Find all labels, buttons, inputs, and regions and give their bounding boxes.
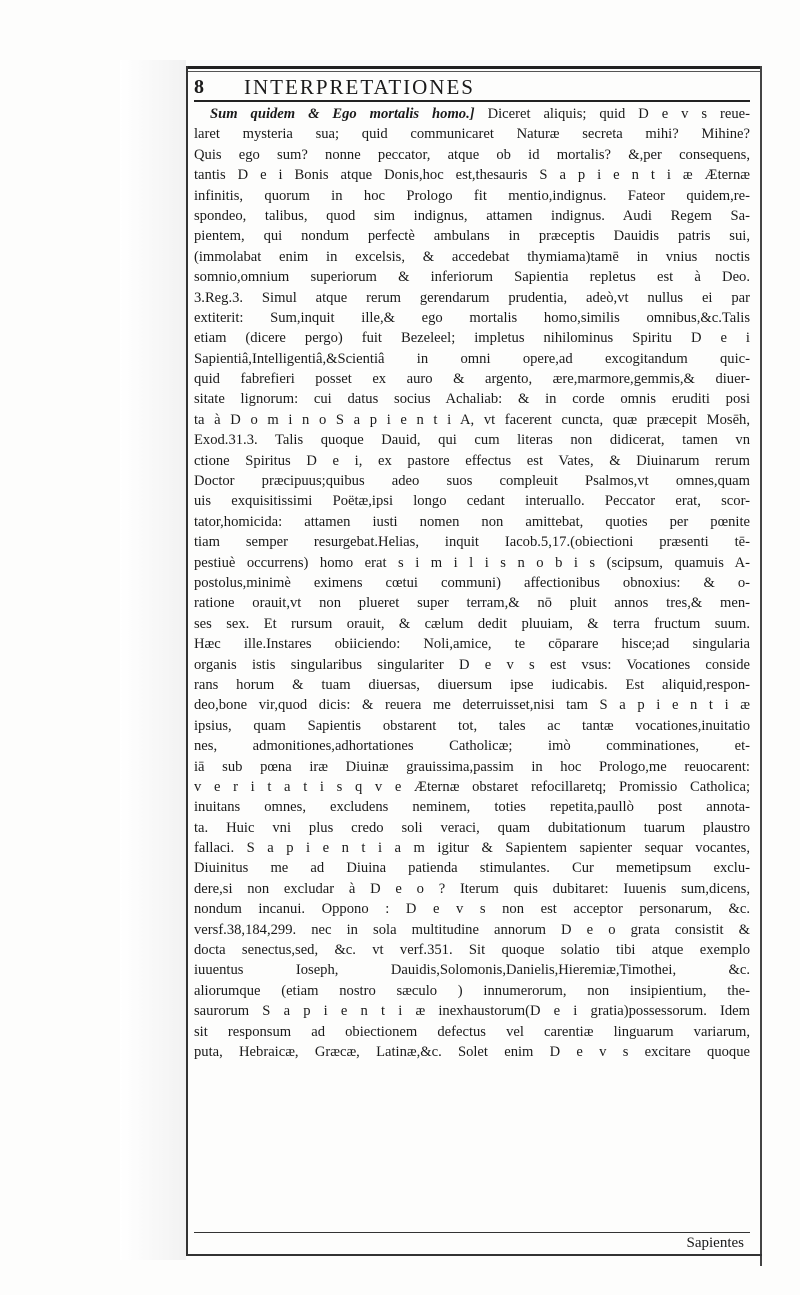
text-line: infinitis, quorum in hoc Prologo fit mentio,indignus. Fateor quidem,re-: [194, 187, 750, 204]
text-line: Quis ego sum? nonne peccator, atque ob id mortalis? &,per consequens,: [194, 146, 750, 163]
top-rule-thin: [188, 71, 760, 72]
text-line: fallaci. S a p i e n t i a m igitur & Sapientem sapienter sequar vocantes,: [194, 840, 750, 857]
text-line: extiterit: Sum,inquit ille,& ego mortalis homo,similis omnibus,&c.Talis: [194, 309, 750, 326]
catchword-area: [194, 1232, 750, 1255]
text-line: rans horum & tuam diuersas, diuersum ipse iudicabis. Est aliquid,respon-: [194, 676, 750, 693]
text-line: tiam semper resurgebat.Helias, inquit Iacob.5,17.(obiectioni præsenti tē-: [194, 534, 750, 551]
text-line: uis exquisitissimi Poëtæ,ipsi longo cedant interuallo. Peccator erat, scor-: [194, 493, 750, 510]
text-line: v e r i t a t i s q v e Æternæ obstaret refocillaretq; Promissio Catholica;: [194, 778, 750, 795]
text-line: (immolabat enim in excelsis, & accedebat thymiama)tamē in vnius noctis: [194, 248, 750, 265]
page-header: [194, 74, 750, 102]
text-line: ta à D o m i n o S a p i e n t i A, vt facerent cuncta, quæ præcepit Mosēh,: [194, 411, 750, 428]
running-head: INTERPRETATIONES: [244, 74, 475, 99]
text-line: quid fabrefieri posset ex auro & argento, ære,marmore,gemmis,& diuer-: [194, 371, 750, 388]
text-line: versf.38,184,299. nec in sola multitudine annorum D e o grata consistit &: [194, 921, 750, 938]
text-line: dere,si non excludar à D e o ? Iterum quis dubitaret: Iuuenis sum,dicens,: [194, 880, 750, 897]
text-line: Sapientiâ,Intelligentiâ,&Scientiâ in omni opere,ad excogitandum quic-: [194, 350, 750, 367]
text-line: ses sex. Et rursum orauit, & cælum dedit pluuiam, & terra fructum suum.: [194, 615, 750, 632]
text-line: Exod.31.3. Talis quoque Dauid, qui cum literas non didicerat, tamen vn: [194, 432, 750, 449]
text-line: spondeo, talibus, quod sim indignus, attamen indignus. Audi Regem Sa-: [194, 207, 750, 224]
text-line: Sum quidem & Ego mortalis homo.] Diceret aliquis; quid D e v s reue-: [210, 106, 750, 122]
left-border: [186, 66, 188, 1254]
text-line: deo,bone vir,quod dicis: & reuera me deterruisset,nisi tam S a p i e n t i æ: [194, 697, 750, 714]
text-line: ctione Spiritus D e i, ex pastore effectus est Vates, & Diuinarum rerum: [194, 452, 750, 469]
text-line: somnio,omnium superiorum & inferiorum Sapientia repletus est à Deo.: [194, 269, 750, 286]
text-line: nondum incanui. Oppono : D e v s non est acceptor personarum, &c.: [194, 901, 750, 918]
text-line: sit responsum ad obiectionem defectus vel carentiæ linguarum variarum,: [194, 1023, 750, 1040]
text-line: sitate lignorum: cui datus socius Achaliab: & in corde omnis eruditi posi: [194, 391, 750, 408]
text-line: 3.Reg.3. Simul atque rerum gerendarum prudentia, adeò,vt nullus ei par: [194, 289, 750, 306]
text-line: ratione orauit,vt non plueret super terram,& nō pluit annos tres,& men-: [194, 595, 750, 612]
text-line: Diuinitus me ad Diuina patienda stimulantes. Cur memetipsum exclu-: [194, 860, 750, 877]
text-line: Doctor præcipuus;quibus adeo suos compleuit Psalmos,vt omnes,quam: [194, 473, 750, 490]
text-line: tator,homicida: attamen iusti nomen non amittebat, quoties per pœnite: [194, 513, 750, 530]
text-line: tantis D e i Bonis atque Donis,hoc est,thesauris S a p i e n t i æ Æternæ: [194, 167, 750, 184]
text-line: pestiuè occurrens) homo erat s i m i l i s n o b i s (scipsum, quamuis A-: [194, 554, 750, 571]
text-line: Hæc ille.Instares obiiciendo: Noli,amice, te cōparare hisce;ad singularia: [194, 636, 750, 653]
text-line: ipsius, quam Sapientis obstarent tot, tales ac tantæ vocationes,inuitatio: [194, 717, 750, 734]
text-line: pientem, qui nondum perfectè ambulans in præceptis Dauidis patris sui,: [194, 228, 750, 245]
text-line: docta senectus,sed, &c. vt verf.351. Sit quoque solatio tibi atque exemplo: [194, 942, 750, 959]
text-line: ta. Huic vni plus credo soli veraci, quam dubitationum tuarum plaustro: [194, 819, 750, 836]
catchword: Sapientes: [686, 1235, 744, 1251]
bottom-rule: [186, 1254, 762, 1256]
text-line: iuuentus Ioseph, Dauidis,Solomonis,Danielis,Hieremiæ,Timothei, &c.: [194, 962, 750, 979]
text-line: saurorum S a p i e n t i æ inexhaustorum(D e i gratia)possessorum. Idem: [194, 1003, 750, 1020]
text-line: inuitans omnes, excludens neminem, toties repetita,paullò post annota-: [194, 799, 750, 816]
text-line: iā sub pœna iræ Diuinæ grauissima,passim in hoc Prologo,me reuocarent:: [194, 758, 750, 775]
lemma: Sum quidem & Ego mortalis homo.]: [210, 106, 475, 122]
top-rule: [188, 66, 760, 69]
text-line: organis istis singularibus singulariter D e v s est vsus: Vocationes conside: [194, 656, 750, 673]
body-text: [194, 104, 750, 1062]
text-line: postolus,minimè eximens cœtui communi) affectionibus obnoxius: & o-: [194, 574, 750, 591]
binding-shadow: [120, 60, 186, 1260]
page-number: 8: [194, 75, 204, 98]
text-line: aliorumque (etiam nostro sæculo ) innumerorum, non insipientium, the-: [194, 982, 750, 999]
text-line: puta, Hebraicæ, Græcæ, Latinæ,&c. Solet enim D e v s excitare quoque: [194, 1043, 750, 1060]
right-border: [760, 66, 762, 1266]
text-line: laret mysteria sua; quid communicaret Naturæ secreta mihi? Mihine?: [194, 126, 750, 143]
text-line: nes, admonitiones,adhortationes Catholicæ; imò comminationes, et-: [194, 738, 750, 755]
text-line: etiam (dicere pergo) fuit Bezeleel; impletus nihilominus Spiritu D e i: [194, 330, 750, 347]
